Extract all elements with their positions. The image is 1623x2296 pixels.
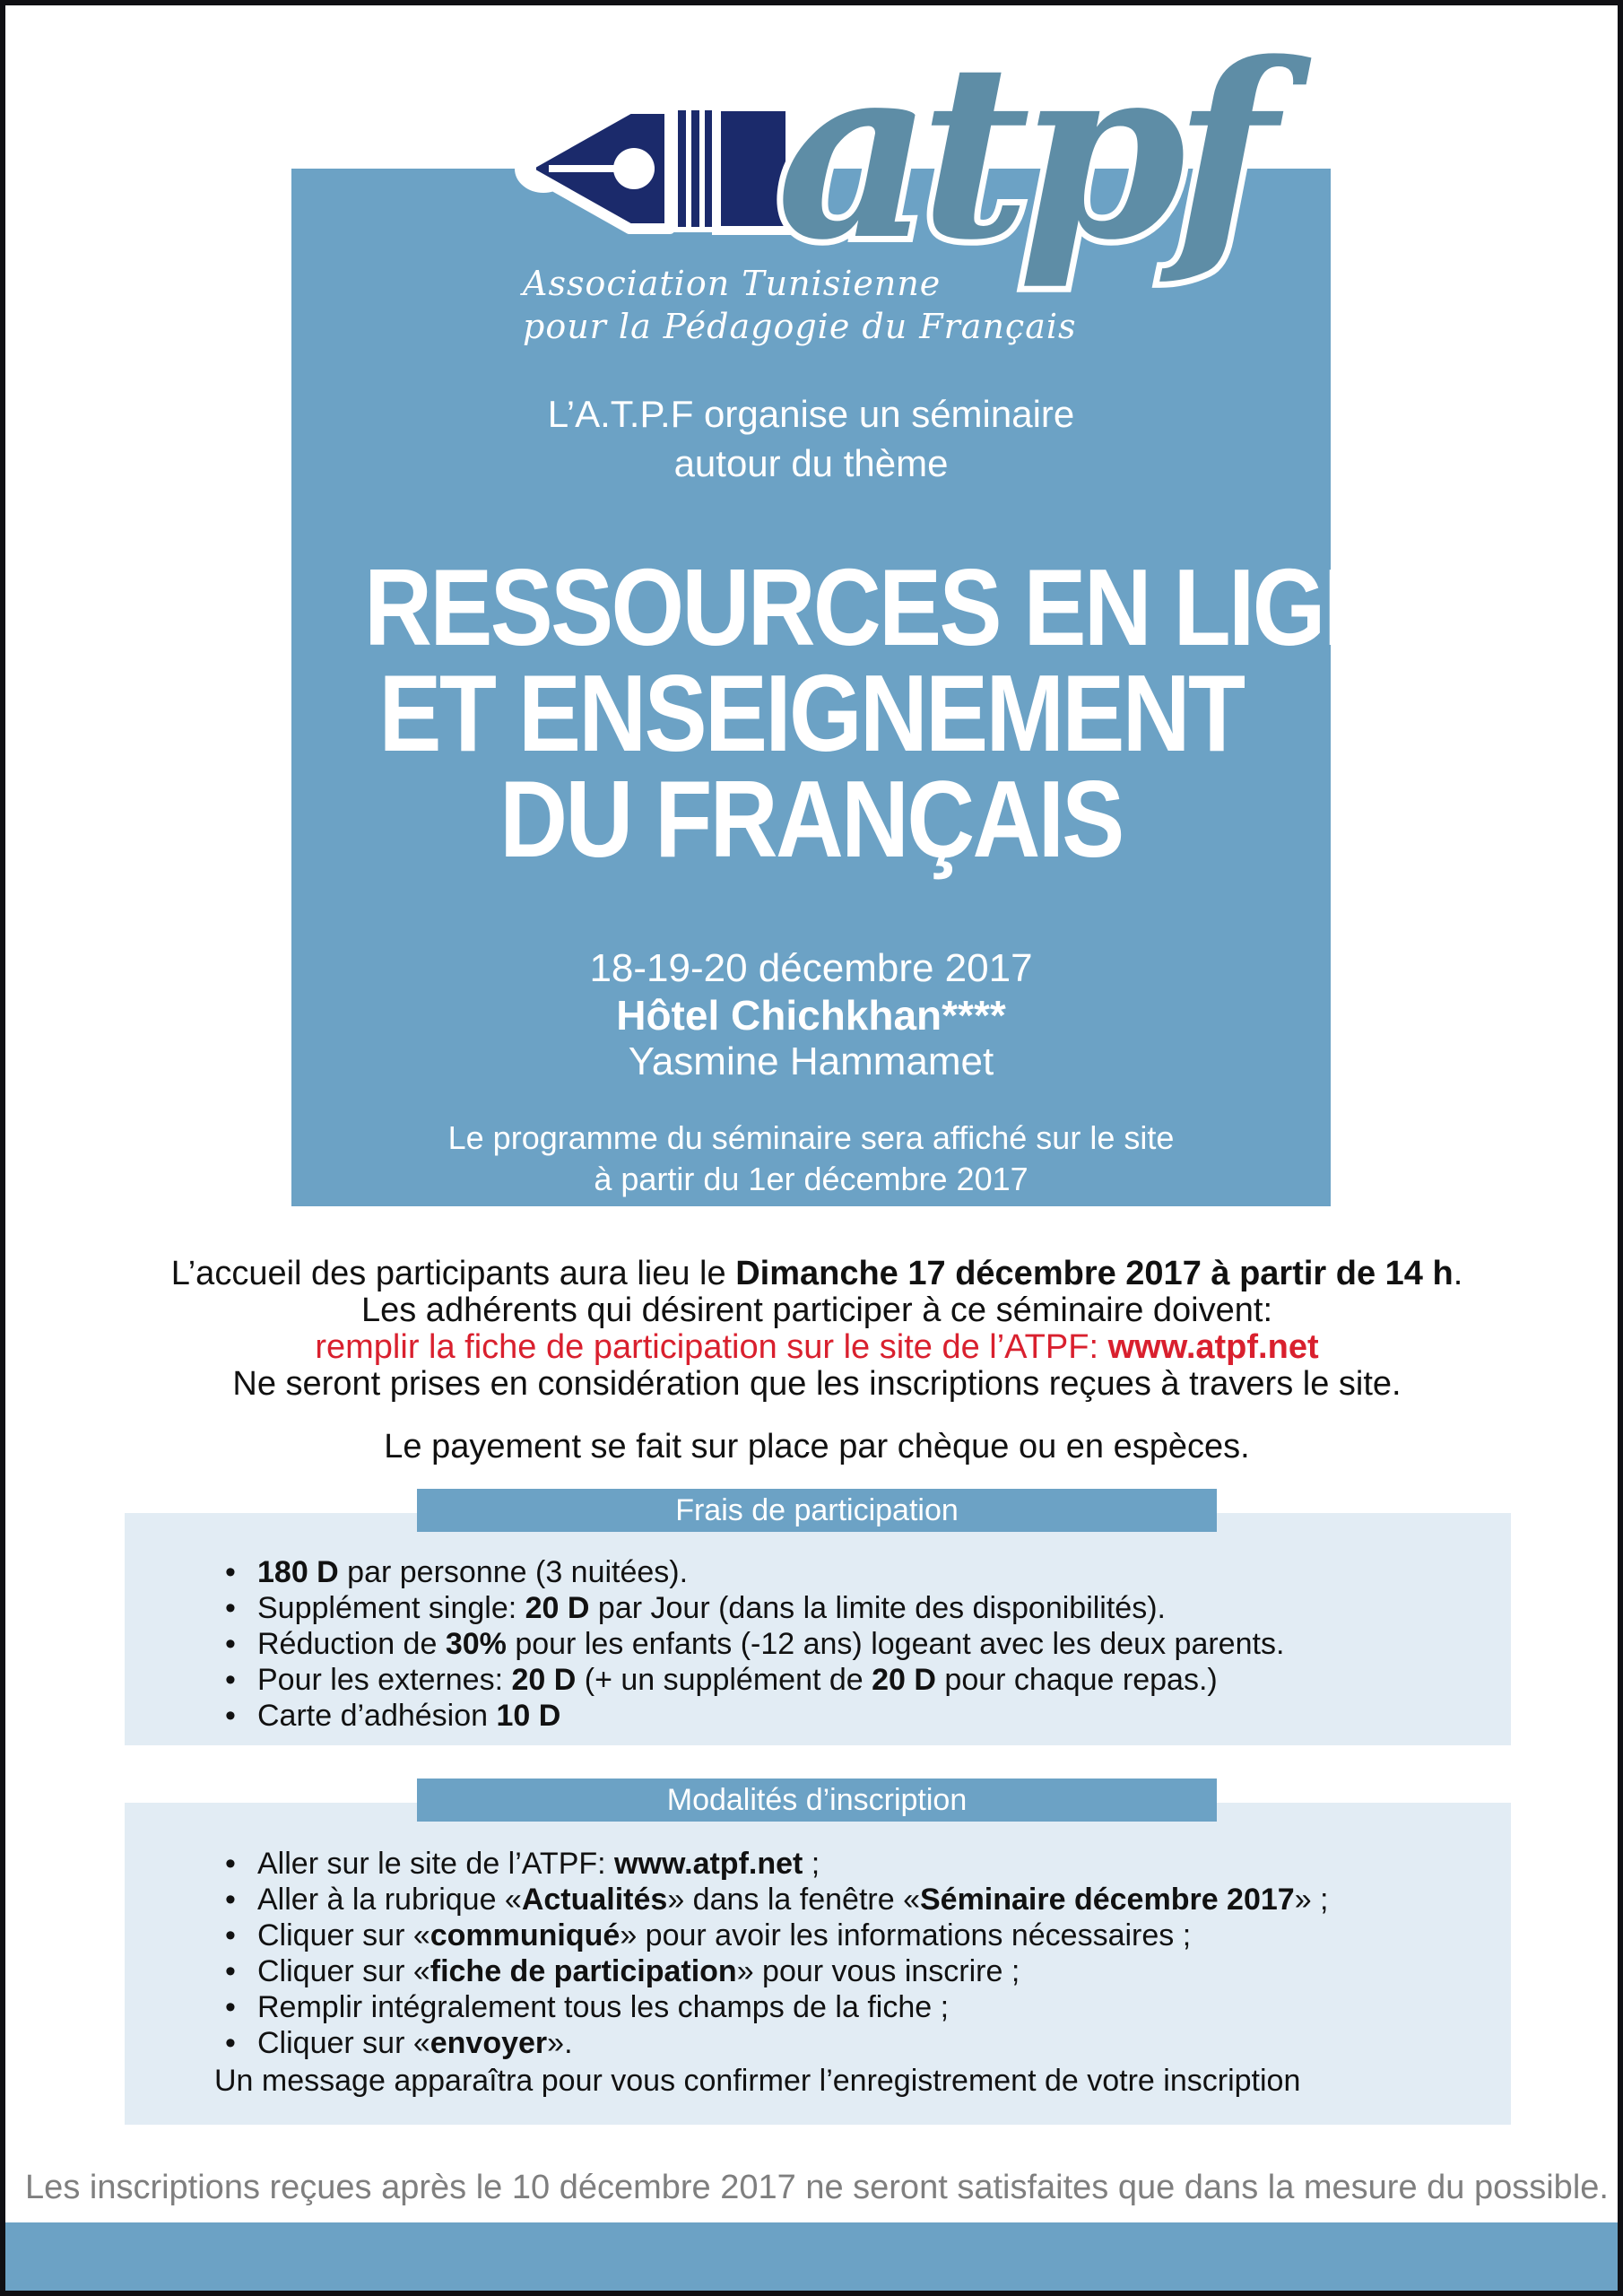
steps-header-label: Modalités d’inscription (666, 1782, 968, 1817)
pen-nib-icon (520, 105, 790, 232)
list-item: • Cliquer sur «envoyer». (225, 2025, 1511, 2061)
intro-line2: autour du thème (673, 442, 949, 484)
members-line: Les adhérents qui désirent participer à ce séminaire doivent: (360, 1292, 1273, 1329)
list-item: • Réduction de 30% pour les enfants (-12 ans) logeant avec les deux parents. (225, 1626, 1511, 1662)
fees-panel (125, 1513, 1511, 1745)
steps-panel (125, 1803, 1511, 2125)
list-item: • Pour les externes: 20 D (+ un supplément de 20 D pour chaque repas.) (225, 1662, 1511, 1698)
fees-header-band (417, 1489, 1217, 1532)
association-name (523, 262, 1077, 348)
list-item: • Cliquer sur «fiche de participation» pour vous inscrire ; (225, 1953, 1511, 1989)
seminar-intro (291, 389, 1331, 488)
welcome-line: L’accueil des participants aura lieu le Dimanche 17 décembre 2017 à partir de 14 h. (170, 1255, 1463, 1292)
registration-info (5, 1256, 1623, 1465)
site-only-line: Ne seront prises en considération que les inscriptions reçues à travers le site. (232, 1365, 1402, 1403)
seminar-title (291, 546, 1450, 880)
list-item: • Aller sur le site de l’ATPF: www.atpf.net ; (225, 1846, 1511, 1882)
list-item: • Carte d’adhésion 10 D (225, 1698, 1511, 1734)
association-line1: Association Tunisienne (523, 264, 942, 303)
program-line2: à partir du 1er décembre 2017 (594, 1161, 1028, 1197)
event-dates: 18-19-20 décembre 2017 (589, 946, 1033, 990)
steps-header-band (417, 1779, 1217, 1822)
event-hotel: Hôtel Chichkhan**** (616, 992, 1006, 1039)
website-line: remplir la fiche de participation sur le site de l’ATPF: www.atpf.net (315, 1328, 1319, 1366)
event-city: Yasmine Hammamet (628, 1039, 994, 1083)
fees-list (125, 1513, 1511, 1734)
deadline-note: Les inscriptions reçues après le 10 décembre 2017 ne seront satisfaites que dans la mesure du possible. (25, 2169, 1609, 2206)
event-details (291, 945, 1331, 1085)
title-line2: ET ENSEIGNEMENT (378, 652, 1244, 774)
fees-header-label: Frais de participation (675, 1492, 959, 1527)
bottom-band (5, 2222, 1618, 2291)
payment-line: Le payement se fait sur place par chèque ou en espèces. (384, 1428, 1250, 1465)
list-item: • Aller à la rubrique «Actualités» dans la fenêtre «Séminaire décembre 2017» ; (225, 1882, 1511, 1918)
list-item: • Supplément single: 20 D par Jour (dans la limite des disponibilités). (225, 1590, 1511, 1626)
title-line3: DU FRANÇAIS (499, 758, 1123, 880)
brand-wordmark: atpf (777, 11, 1265, 293)
list-item: • Remplir intégralement tous les champs de la fiche ; (225, 1989, 1511, 2025)
title-line1: RESSOURCES EN LIGNE (364, 546, 1450, 668)
steps-list (125, 1803, 1511, 2061)
list-item: • 180 D par personne (3 nuitées). (225, 1554, 1511, 1590)
program-line1: Le programme du séminaire sera affiché sur le site (447, 1119, 1175, 1156)
confirmation-line: Un message apparaîtra pour vous confirmer l’enregistrement de votre inscription (214, 2064, 1301, 2098)
list-item: • Cliquer sur «communiqué» pour avoir les informations nécessaires ; (225, 1918, 1511, 1953)
intro-line1: L’A.T.P.F organise un séminaire (547, 393, 1075, 435)
program-note (291, 1118, 1331, 1200)
association-line2: pour la Pédagogie du Français (523, 307, 1077, 346)
